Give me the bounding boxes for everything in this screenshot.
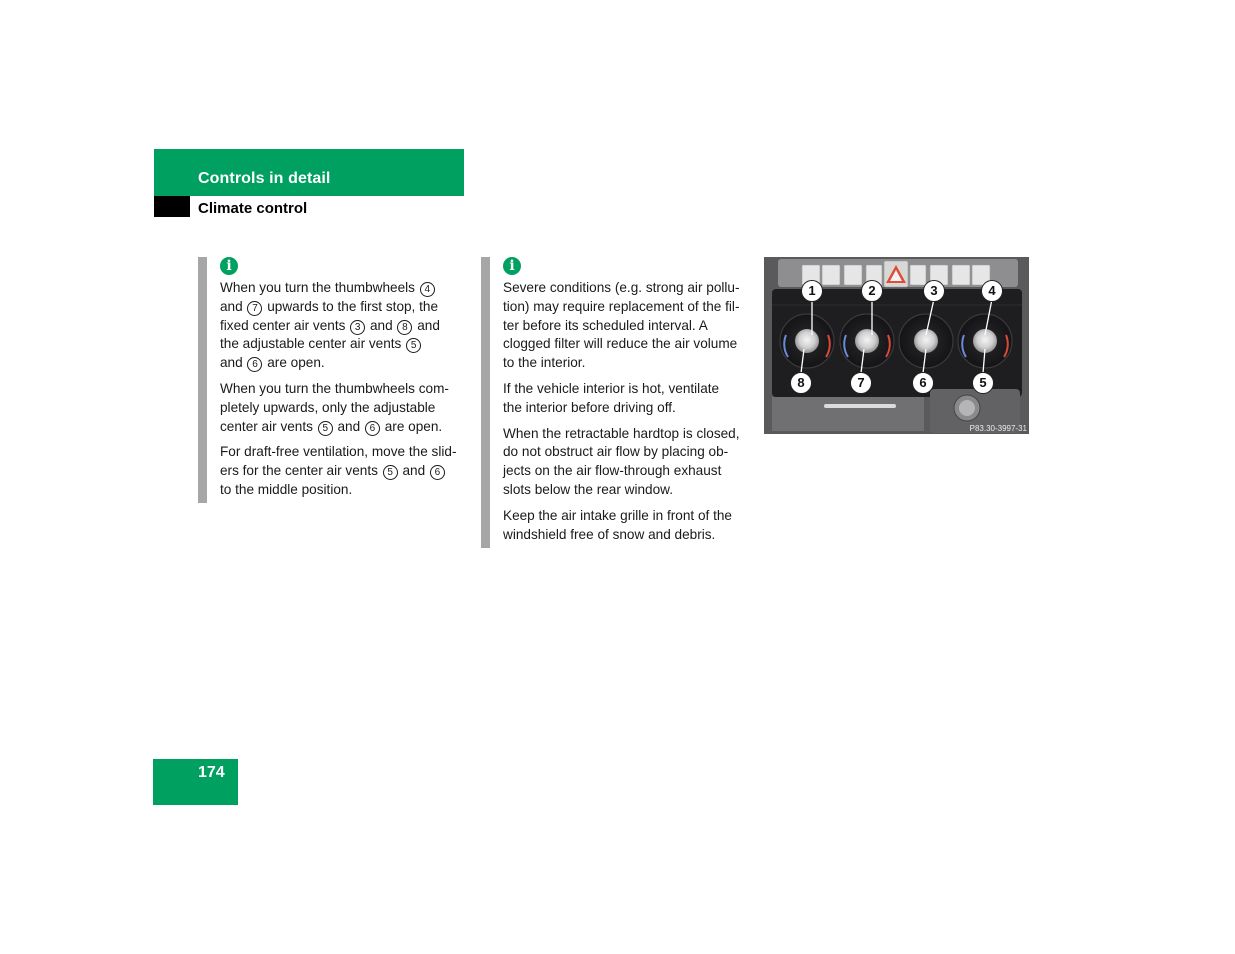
callout-badge: 7 <box>850 372 872 394</box>
callout-badge: 3 <box>923 280 945 302</box>
section-title: Controls in detail <box>198 170 331 187</box>
callout-badge: 2 <box>861 280 883 302</box>
note-paragraph: When the retractable hardtop is closed, do not obstruct air flow by placing ob- jects on the air flow-through exhaust slots below the rear window. <box>503 425 740 497</box>
callout-reference: 4 <box>420 282 435 297</box>
note-paragraph: For draft-free ventilation, move the slid- ers for the center air vents 5 and 6 to the middle position. <box>220 444 457 497</box>
callout-reference: 6 <box>365 421 380 436</box>
callout-badge: 8 <box>790 372 812 394</box>
callout-badge: 6 <box>912 372 934 394</box>
image-code: P83.30-3997-31 <box>969 424 1027 433</box>
callout-badge: 4 <box>981 280 1003 302</box>
note-paragraph: When you turn the thumbwheels com- pletely upwards, only the adjustable center air vents 5 and 6 are open. <box>220 380 449 434</box>
callout-reference: 6 <box>247 357 262 372</box>
callout-badge: 1 <box>801 280 823 302</box>
note-body <box>220 279 470 507</box>
info-icon: i <box>220 257 238 275</box>
callout-reference: 7 <box>247 301 262 316</box>
callout-badge: 5 <box>972 372 994 394</box>
note-paragraph: Severe conditions (e.g. strong air pollu- tion) may require replacement of the fil- ter before its scheduled interval. A clogged filter will reduce the air volume to the interior. <box>503 280 740 371</box>
climate-control-photo <box>764 257 1029 434</box>
page-number: 174 <box>198 764 225 781</box>
callout-reference: 5 <box>406 338 421 353</box>
page-number-box <box>153 759 238 805</box>
callout-reference: 6 <box>430 465 445 480</box>
note-paragraph: When you turn the thumbwheels 4 and 7 upwards to the first stop, the fixed center air vents 3 and 8 and the adjustable center air vents 5 and 6 are open. <box>220 280 440 371</box>
header-marker <box>154 196 190 217</box>
info-icon: i <box>503 257 521 275</box>
subsection-title: Climate control <box>198 200 308 217</box>
info-note-left <box>198 257 472 503</box>
callout-reference: 8 <box>397 320 412 335</box>
note-body <box>503 279 753 551</box>
info-note-right <box>481 257 755 548</box>
note-paragraph: Keep the air intake grille in front of the windshield free of snow and debris. <box>503 507 732 542</box>
callout-reference: 3 <box>350 320 365 335</box>
note-paragraph: If the vehicle interior is hot, ventilate the interior before driving off. <box>503 380 720 415</box>
callout-reference: 5 <box>383 465 398 480</box>
callout-reference: 5 <box>318 421 333 436</box>
